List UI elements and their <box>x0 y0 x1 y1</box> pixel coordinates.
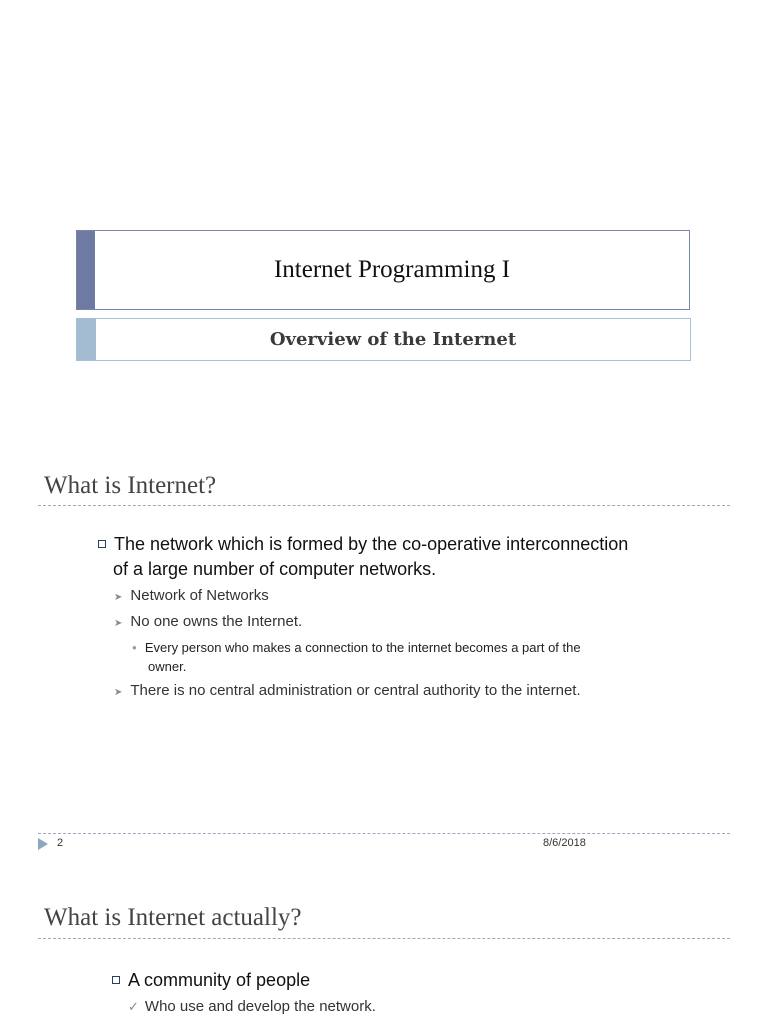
check-bullet-icon: ✓ <box>128 999 139 1014</box>
bullet-1-line-1: The network which is formed by the co-operative interconnection <box>114 534 629 554</box>
slide-subtitle: Overview of the Internet <box>269 329 517 350</box>
sub-bullet-2-text: No one owns the Internet. <box>130 613 303 630</box>
footer-divider <box>38 833 730 834</box>
dot-bullet-icon: ● <box>132 643 137 652</box>
slide2-sub-bullet-3 <box>114 682 714 699</box>
sub-bullet-1-text: Network of Networks <box>130 587 269 604</box>
slide2-divider <box>38 505 730 506</box>
slide2-bullet-1 <box>98 532 718 557</box>
bullet-1-line-2: of a large number of computer networks. <box>113 559 437 579</box>
subtitle-box <box>76 318 691 361</box>
footer-date: 8/6/2018 <box>543 837 586 849</box>
detail-line-1: Every person who makes a connection to the internet becomes a part of the <box>144 640 581 655</box>
subtitle-accent-bar <box>77 319 96 360</box>
arrow-bullet-icon: ➤ <box>114 592 123 603</box>
detail-line-2: owner. <box>148 659 187 674</box>
slide3-heading: What is Internet actually? <box>44 904 302 931</box>
slide2-detail-bullet <box>132 638 692 657</box>
square-bullet-icon <box>112 976 120 984</box>
arrow-bullet-icon: ➤ <box>114 618 123 629</box>
slide3-bullet-1 <box>112 968 310 993</box>
slide3-divider <box>38 938 730 939</box>
title-accent-bar <box>77 231 95 309</box>
slide-title: Internet Programming I <box>273 256 511 283</box>
slide2-sub-bullet-1 <box>114 587 269 604</box>
square-bullet-icon <box>98 540 106 548</box>
arrow-bullet-icon: ➤ <box>114 687 123 698</box>
page-number: 2 <box>57 837 64 849</box>
sub-bullet-3-text: There is no central administration or central authority to the internet. <box>130 682 581 699</box>
footer-triangle-icon <box>38 838 48 850</box>
slide2-sub-bullet-2 <box>114 613 302 630</box>
title-box <box>76 230 690 310</box>
slide3-sub-bullet-1-text: Who use and develop the network. <box>144 998 376 1015</box>
slide3-bullet-1-text: A community of people <box>128 970 311 990</box>
slide2-heading: What is Internet? <box>44 472 217 499</box>
slide3-sub-bullet-1 <box>128 998 376 1015</box>
